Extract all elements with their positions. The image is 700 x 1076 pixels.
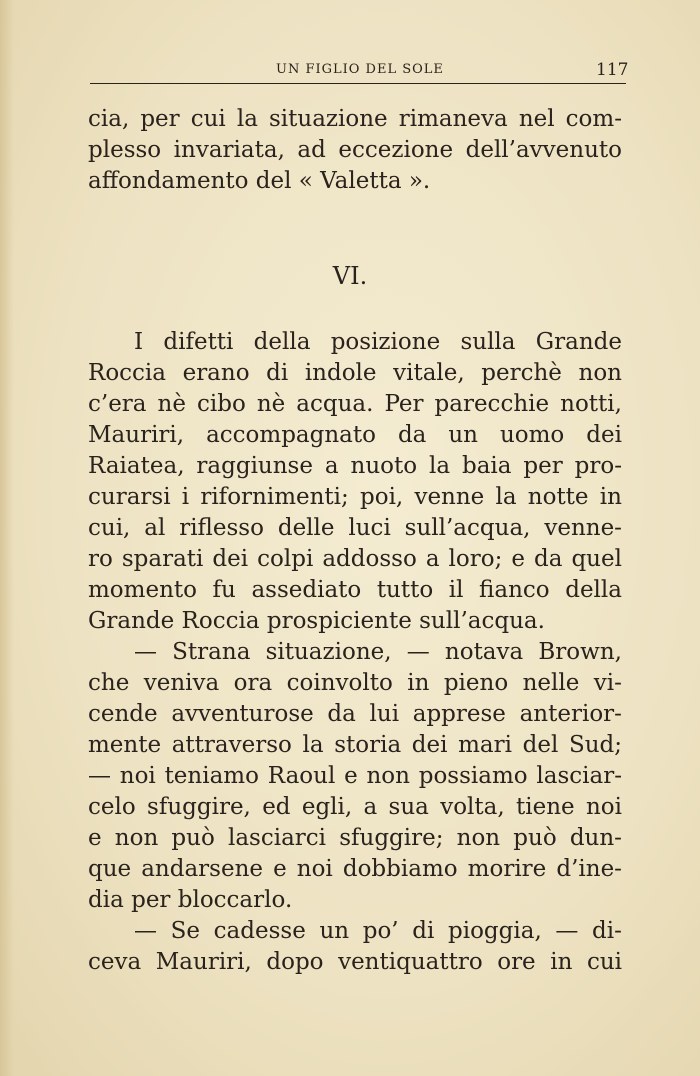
paragraph-continuation — [88, 104, 622, 197]
text-line: cende avventurose da lui apprese anterior- — [88, 701, 622, 727]
text-line: — noi teniamo Raoul e non possiamo lasciar- — [88, 763, 622, 789]
text-line: celo sfuggire, ed egli, a sua volta, tiene noi — [88, 794, 622, 820]
text-line: mente attraverso la storia dei mari del Sud; — [88, 732, 622, 758]
text-line: c’era nè cibo nè acqua. Per parecchie notti, — [88, 391, 622, 417]
text-line: e non può lasciarci sfuggire; non può dun- — [88, 825, 622, 851]
text-line: Raiatea, raggiunse a nuoto la baia per pro- — [88, 453, 622, 479]
text-line: cui, al riflesso delle luci sull’acqua, venne- — [88, 515, 622, 541]
text-line: ro sparati dei colpi addosso a loro; e da quel — [88, 546, 622, 572]
text-line: que andarsene e noi dobbiamo morire d’ine- — [88, 856, 622, 882]
page-edge-shadow — [0, 0, 14, 1076]
text-line: — Se cadesse un po’ di pioggia, — di- — [134, 918, 622, 944]
main-text — [88, 327, 622, 978]
text-line: cia, per cui la situazione rimaneva nel com- — [88, 106, 622, 132]
text-line: che veniva ora coinvolto in pieno nelle vi- — [88, 670, 622, 696]
text-line: Roccia erano di indole vitale, perchè non — [88, 360, 622, 386]
header-rule — [90, 83, 626, 84]
text-line: affondamento del « Valetta ». — [88, 168, 431, 194]
text-line: momento fu assediato tutto il fianco della — [88, 577, 622, 603]
text-line: Mauriri, accompagnato da un uomo dei — [88, 422, 622, 448]
section-heading: VI. — [332, 262, 368, 290]
running-head — [0, 58, 700, 82]
running-head-title: UN FIGLIO DEL SOLE — [276, 62, 444, 77]
page-number: 117 — [596, 60, 629, 80]
text-line: dia per bloccarlo. — [88, 887, 293, 913]
text-line: curarsi i rifornimenti; poi, venne la notte in — [88, 484, 622, 510]
text-line: plesso invariata, ad eccezione dell’avvenuto — [88, 137, 622, 163]
text-line: — Strana situazione, — notava Brown, — [134, 639, 622, 665]
text-line: I difetti della posizione sulla Grande — [134, 329, 622, 355]
text-line: ceva Mauriri, dopo ventiquattro ore in cui — [88, 949, 622, 975]
text-line: Grande Roccia prospiciente sull’acqua. — [88, 608, 545, 634]
